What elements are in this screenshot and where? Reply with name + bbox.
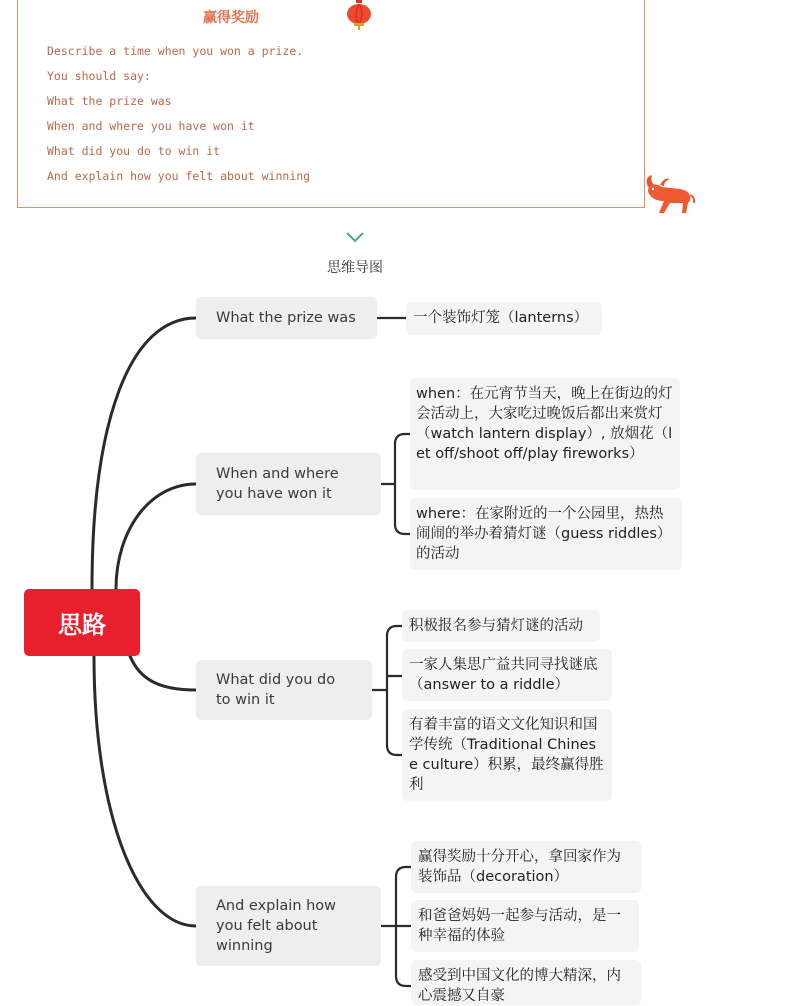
connector-leaf-2-1: [395, 434, 410, 484]
connector-leaf-4-3: [396, 926, 411, 986]
card-line: When and where you have won it: [47, 119, 255, 133]
leaf-node[interactable]: 和爸爸妈妈一起参与活动，是一种幸福的体验: [411, 900, 639, 952]
leaf-node[interactable]: 一家人集思广益共同寻找谜底（answer to a riddle）: [402, 649, 612, 701]
card-line: And explain how you felt about winning: [47, 169, 311, 183]
branch-node[interactable]: And explain how you felt about winning: [196, 886, 381, 966]
connector-leaf-3-1: [387, 626, 402, 690]
branch-node[interactable]: What did you do to win it: [196, 660, 372, 720]
card-title: 赢得奖励: [203, 10, 259, 26]
leaf-node[interactable]: 积极报名参与猜灯谜的活动: [402, 610, 600, 642]
leaf-node[interactable]: 感受到中国文化的博大精深，内心震撼又自豪: [411, 960, 641, 1005]
leaf-node[interactable]: 有着丰富的语文文化知识和国学传统（Traditional Chinese culture）积累，最终赢得胜利: [402, 709, 612, 801]
card-line: What the prize was: [47, 94, 172, 108]
mind-map-root[interactable]: 思路: [24, 589, 140, 656]
connector-branch-1: [92, 318, 196, 589]
leaf-node[interactable]: where：在家附近的一个公园里，热热闹闹的举办着猜灯谜（guess riddles）的活动: [410, 498, 682, 570]
connector-branch-4: [94, 656, 196, 926]
card-line: Describe a time when you won a prize.: [47, 44, 304, 58]
connector-leaf-2-2: [395, 484, 410, 534]
connector-leaf-3-3: [387, 690, 402, 755]
leaf-node[interactable]: 一个装饰灯笼（lanterns）: [406, 302, 602, 335]
connector-leaf-4-1: [396, 867, 411, 926]
leaf-node[interactable]: 赢得奖励十分开心，拿回家作为装饰品（decoration）: [411, 841, 641, 893]
card-line: What did you do to win it: [47, 144, 221, 158]
branch-node[interactable]: What the prize was: [196, 297, 377, 339]
mind-map-label: 思维导图: [327, 260, 383, 276]
branch-node[interactable]: When and where you have won it: [196, 453, 381, 515]
connector-branch-2: [116, 484, 196, 589]
leaf-node[interactable]: when：在元宵节当天，晚上在街边的灯会活动上，大家吃过晚饭后都出来赏灯（watch lantern display）, 放烟花（let off/shoot off/play fireworks）: [410, 378, 680, 490]
connector-branch-3: [130, 656, 196, 690]
card-line: You should say:: [47, 69, 151, 83]
